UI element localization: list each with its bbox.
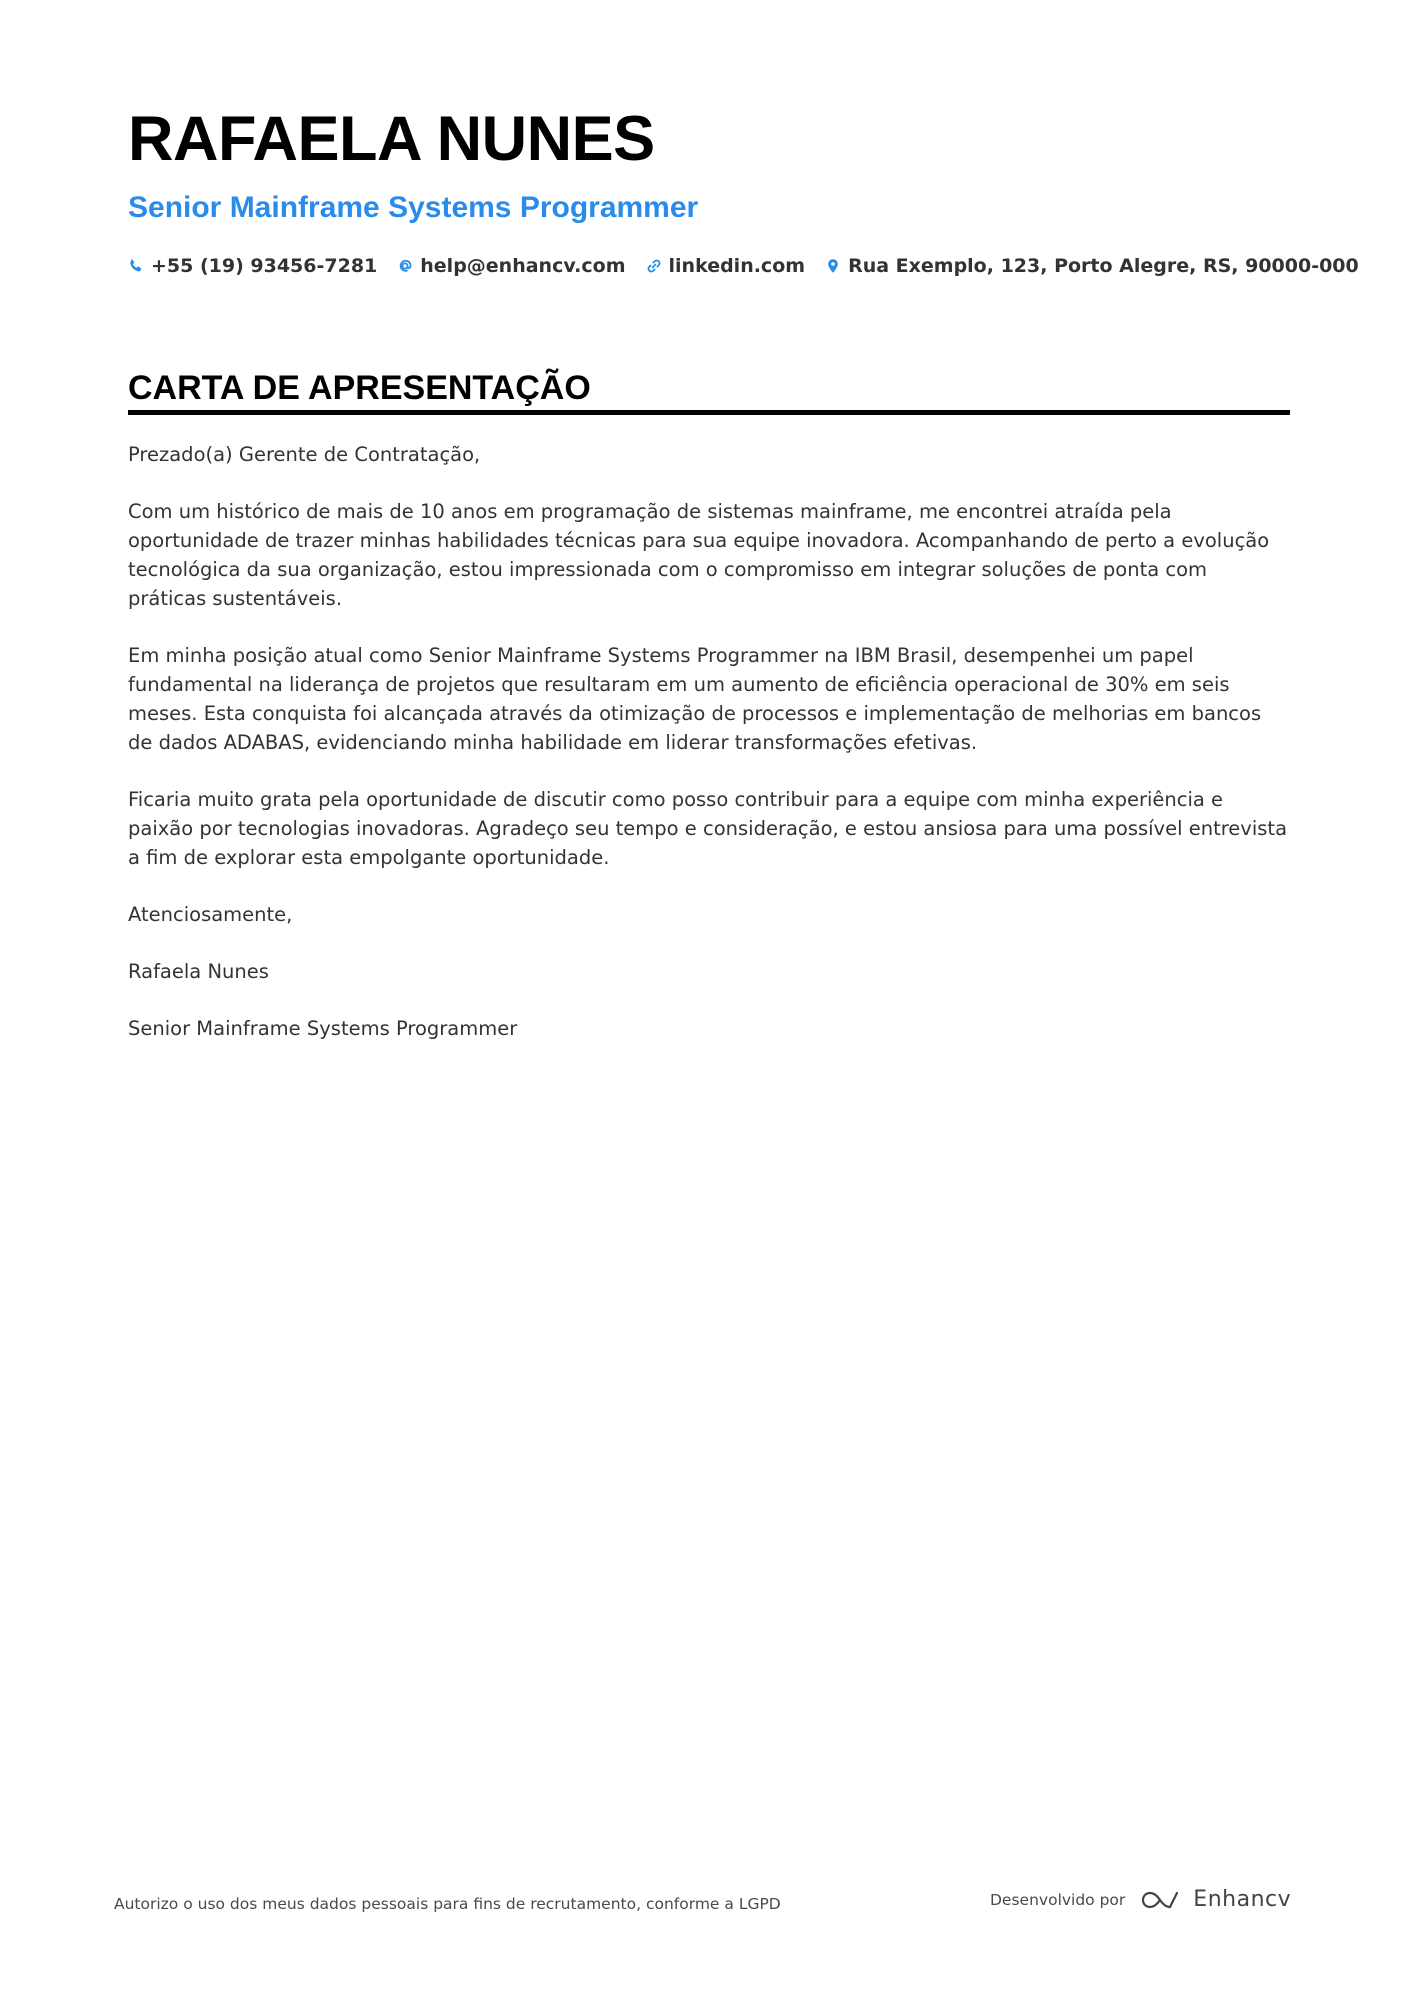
brand-name: Enhancv	[1193, 1887, 1292, 1912]
infinity-icon	[1137, 1888, 1183, 1912]
contact-linkedin[interactable]	[646, 255, 806, 277]
section-title: CARTA DE APRESENTAÇÃO	[128, 369, 591, 407]
letter-paragraph: Com um histórico de mais de 10 anos em programação de sistemas mainframe, me encontrei atraída pela oportunidade de trazer minhas habilidades técnicas para sua equipe inovadora. Acompanhando de perto a evolução tecnológica da sua organização, estou impressionada com o compromisso em integrar soluções de ponta com práticas sustentáveis.	[128, 500, 1270, 610]
lgpd-consent-note: Autorizo o uso dos meus dados pessoais para fins de recrutamento, conforme a LGPD	[114, 1895, 781, 1913]
letter-paragraph: Em minha posição atual como Senior Mainframe Systems Programmer na IBM Brasil, desempenhei um papel fundamental na liderança de projetos que resultaram em um aumento de eficiência operacional de 30% em seis meses. Esta conquista foi alcançada através da otimização de processos e implementação de melhorias em bancos de dados ADABAS, evidenciando minha habilidade em liderar transformações efetivas.	[128, 644, 1262, 754]
location-pin-icon	[825, 258, 841, 274]
signature-name: Rafaela Nunes	[128, 960, 269, 983]
enhancv-logo	[1137, 1887, 1291, 1912]
built-with-credit[interactable]	[990, 1887, 1291, 1912]
contact-phone-text: +55 (19) 93456-7281	[151, 255, 378, 277]
candidate-title: Senior Mainframe Systems Programmer	[128, 191, 699, 224]
contact-email-text: help@enhancv.com	[420, 255, 626, 277]
contact-address-text: Rua Exemplo, 123, Porto Alegre, RS, 90000-000	[848, 255, 1359, 277]
section-divider	[128, 410, 1290, 415]
letter-body	[128, 440, 1290, 1071]
signature-title: Senior Mainframe Systems Programmer	[128, 1017, 518, 1040]
letter-paragraph: Ficaria muito grata pela oportunidade de discutir como posso contribuir para a equipe com minha experiência e paixão por tecnologias inovadoras. Agradeço seu tempo e consideração, e estou ansiosa para uma possível entrevista a fim de explorar esta empolgante oportunidade.	[128, 788, 1288, 869]
link-icon	[646, 258, 662, 274]
letter-salutation: Prezado(a) Gerente de Contratação,	[128, 443, 481, 466]
candidate-name: RAFAELA NUNES	[128, 104, 655, 174]
contact-email[interactable]	[397, 255, 625, 277]
at-icon	[397, 258, 413, 274]
contact-phone	[128, 255, 377, 277]
letter-closing: Atenciosamente,	[128, 903, 293, 926]
contact-linkedin-text: linkedin.com	[668, 255, 806, 277]
phone-icon	[128, 258, 144, 274]
contact-bar	[128, 255, 1359, 277]
contact-address	[825, 255, 1359, 277]
built-with-label: Desenvolvido por	[990, 1890, 1126, 1909]
